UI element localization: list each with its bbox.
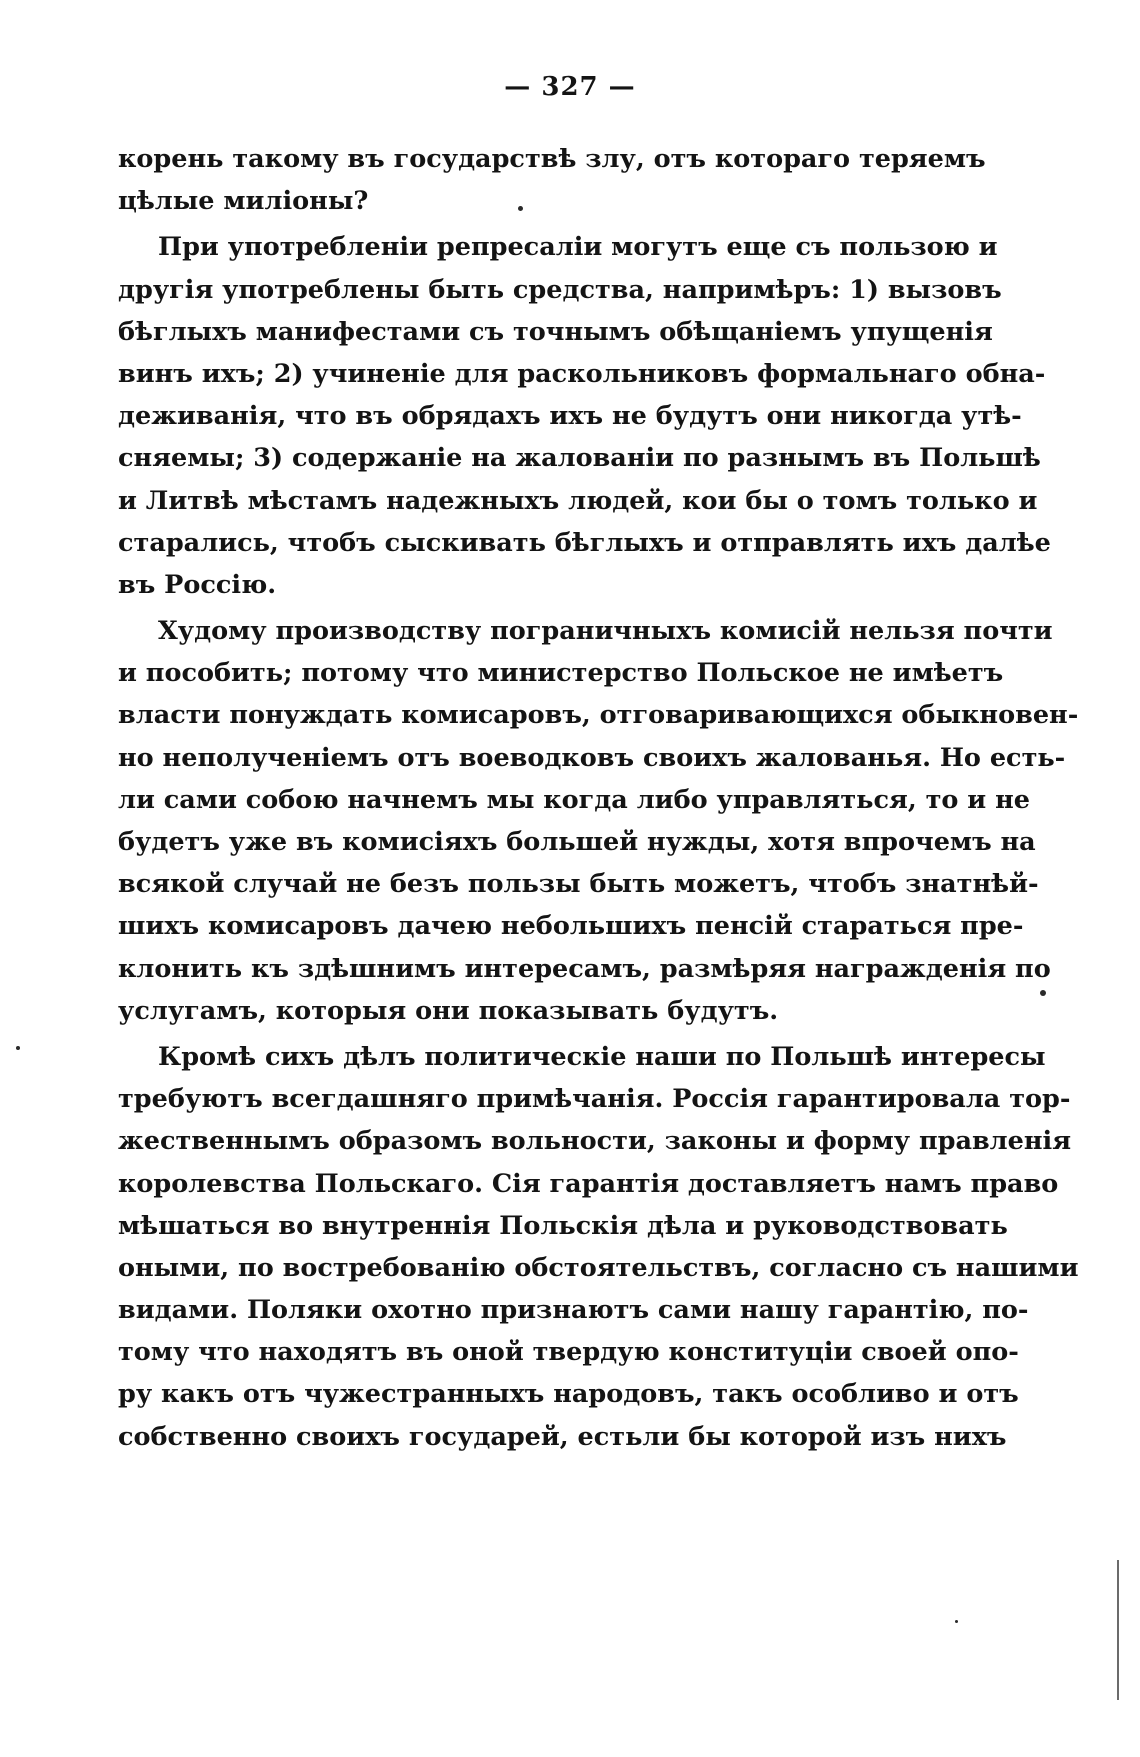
text-line: въ Россію. — [118, 569, 277, 600]
text-line: бѣглыхъ манифестами съ точнымъ обѣщаніемъ упущенія — [118, 316, 993, 347]
paragraph-4 — [118, 1036, 1079, 1458]
text-line: Худому производству пограничныхъ комисій нельзя почти — [158, 616, 1053, 647]
text-line: клонить къ здѣшнимъ интересамъ, размѣряя награжденія по — [118, 953, 1051, 984]
text-line: деживанія, что въ обрядахъ ихъ не будутъ они никогда утѣ- — [118, 401, 1022, 432]
text-line: мѣшаться во внутреннія Польскія дѣла и руководствовать — [118, 1210, 1008, 1241]
paragraph-2 — [118, 226, 1051, 606]
text-line: власти понуждать комисаровъ, отговаривающихся обыкновен- — [118, 700, 1079, 731]
text-line: При употребленіи репресаліи могутъ еще съ пользою и — [158, 232, 998, 263]
text-line: сняемы; 3) содержаніе на жалованіи по разнымъ въ Польшѣ — [118, 443, 1041, 474]
text-line: видами. Поляки охотно признаютъ сами нашу гарантію, по- — [118, 1295, 1029, 1326]
text-line: собственно своихъ государей, естьли бы которой изъ нихъ — [118, 1421, 1007, 1452]
text-line: другія употреблены быть средства, напримѣръ: 1) вызовъ — [118, 274, 1002, 305]
text-line: Кромѣ сихъ дѣлъ политическіе наши по Польшѣ интересы — [158, 1041, 1046, 1072]
text-line: королевства Польскаго. Сія гарантія доставляетъ намъ право — [118, 1168, 1059, 1199]
scan-speck — [1040, 990, 1046, 996]
text-line: корень такому въ государствѣ злу, отъ котораго теряемъ — [118, 144, 986, 174]
text-line: будетъ уже въ комисіяхъ большей нужды, хотя впрочемъ на — [118, 827, 1036, 857]
scan-speck — [518, 206, 523, 211]
text-line: оными, по востребованію обстоятельствъ, согласно съ нашими — [118, 1252, 1079, 1283]
text-line: винъ ихъ; 2) учиненіе для раскольниковъ формальнаго обна- — [118, 358, 1046, 389]
text-line: и Литвѣ мѣстамъ надежныхъ людей, кои бы о томъ только и — [118, 485, 1038, 516]
paragraph-3 — [118, 610, 1079, 1032]
text-line: но неполученіемъ отъ воеводковъ своихъ жалованья. Но есть- — [118, 742, 1066, 773]
body-text — [118, 138, 1079, 1458]
text-line: тому что находятъ въ оной твердую конституціи своей опо- — [118, 1337, 1019, 1368]
scan-edge-line — [1117, 1560, 1119, 1700]
text-line: старались, чтобъ сыскивать бѣглыхъ и отправлять ихъ далѣе — [118, 527, 1051, 558]
text-line: ли сами собою начнемъ мы когда либо управляться, то и не — [118, 784, 1030, 815]
scan-speck — [16, 1046, 20, 1050]
text-line: цѣлые миліоны? — [118, 186, 369, 217]
text-line: ру какъ отъ чужестранныхъ народовъ, такъ особливо и отъ — [118, 1379, 1019, 1410]
text-line: шихъ комисаровъ дачею небольшихъ пенсій стараться пре- — [118, 911, 1024, 942]
paragraph-1 — [118, 138, 986, 222]
text-line: требуютъ всегдашняго примѣчанія. Россія гарантировала тор- — [118, 1084, 1071, 1115]
scan-speck — [955, 1620, 958, 1623]
page-number: — 327 — — [504, 72, 636, 102]
text-line: всякой случай не безъ пользы быть можетъ, чтобъ знатнѣй- — [118, 869, 1039, 900]
text-line: и пособить; потому что министерство Польское не имѣетъ — [118, 658, 1004, 689]
text-line: жественнымъ образомъ вольности, законы и форму правленія — [118, 1126, 1072, 1157]
text-line: услугамъ, которыя они показывать будутъ. — [118, 995, 779, 1026]
